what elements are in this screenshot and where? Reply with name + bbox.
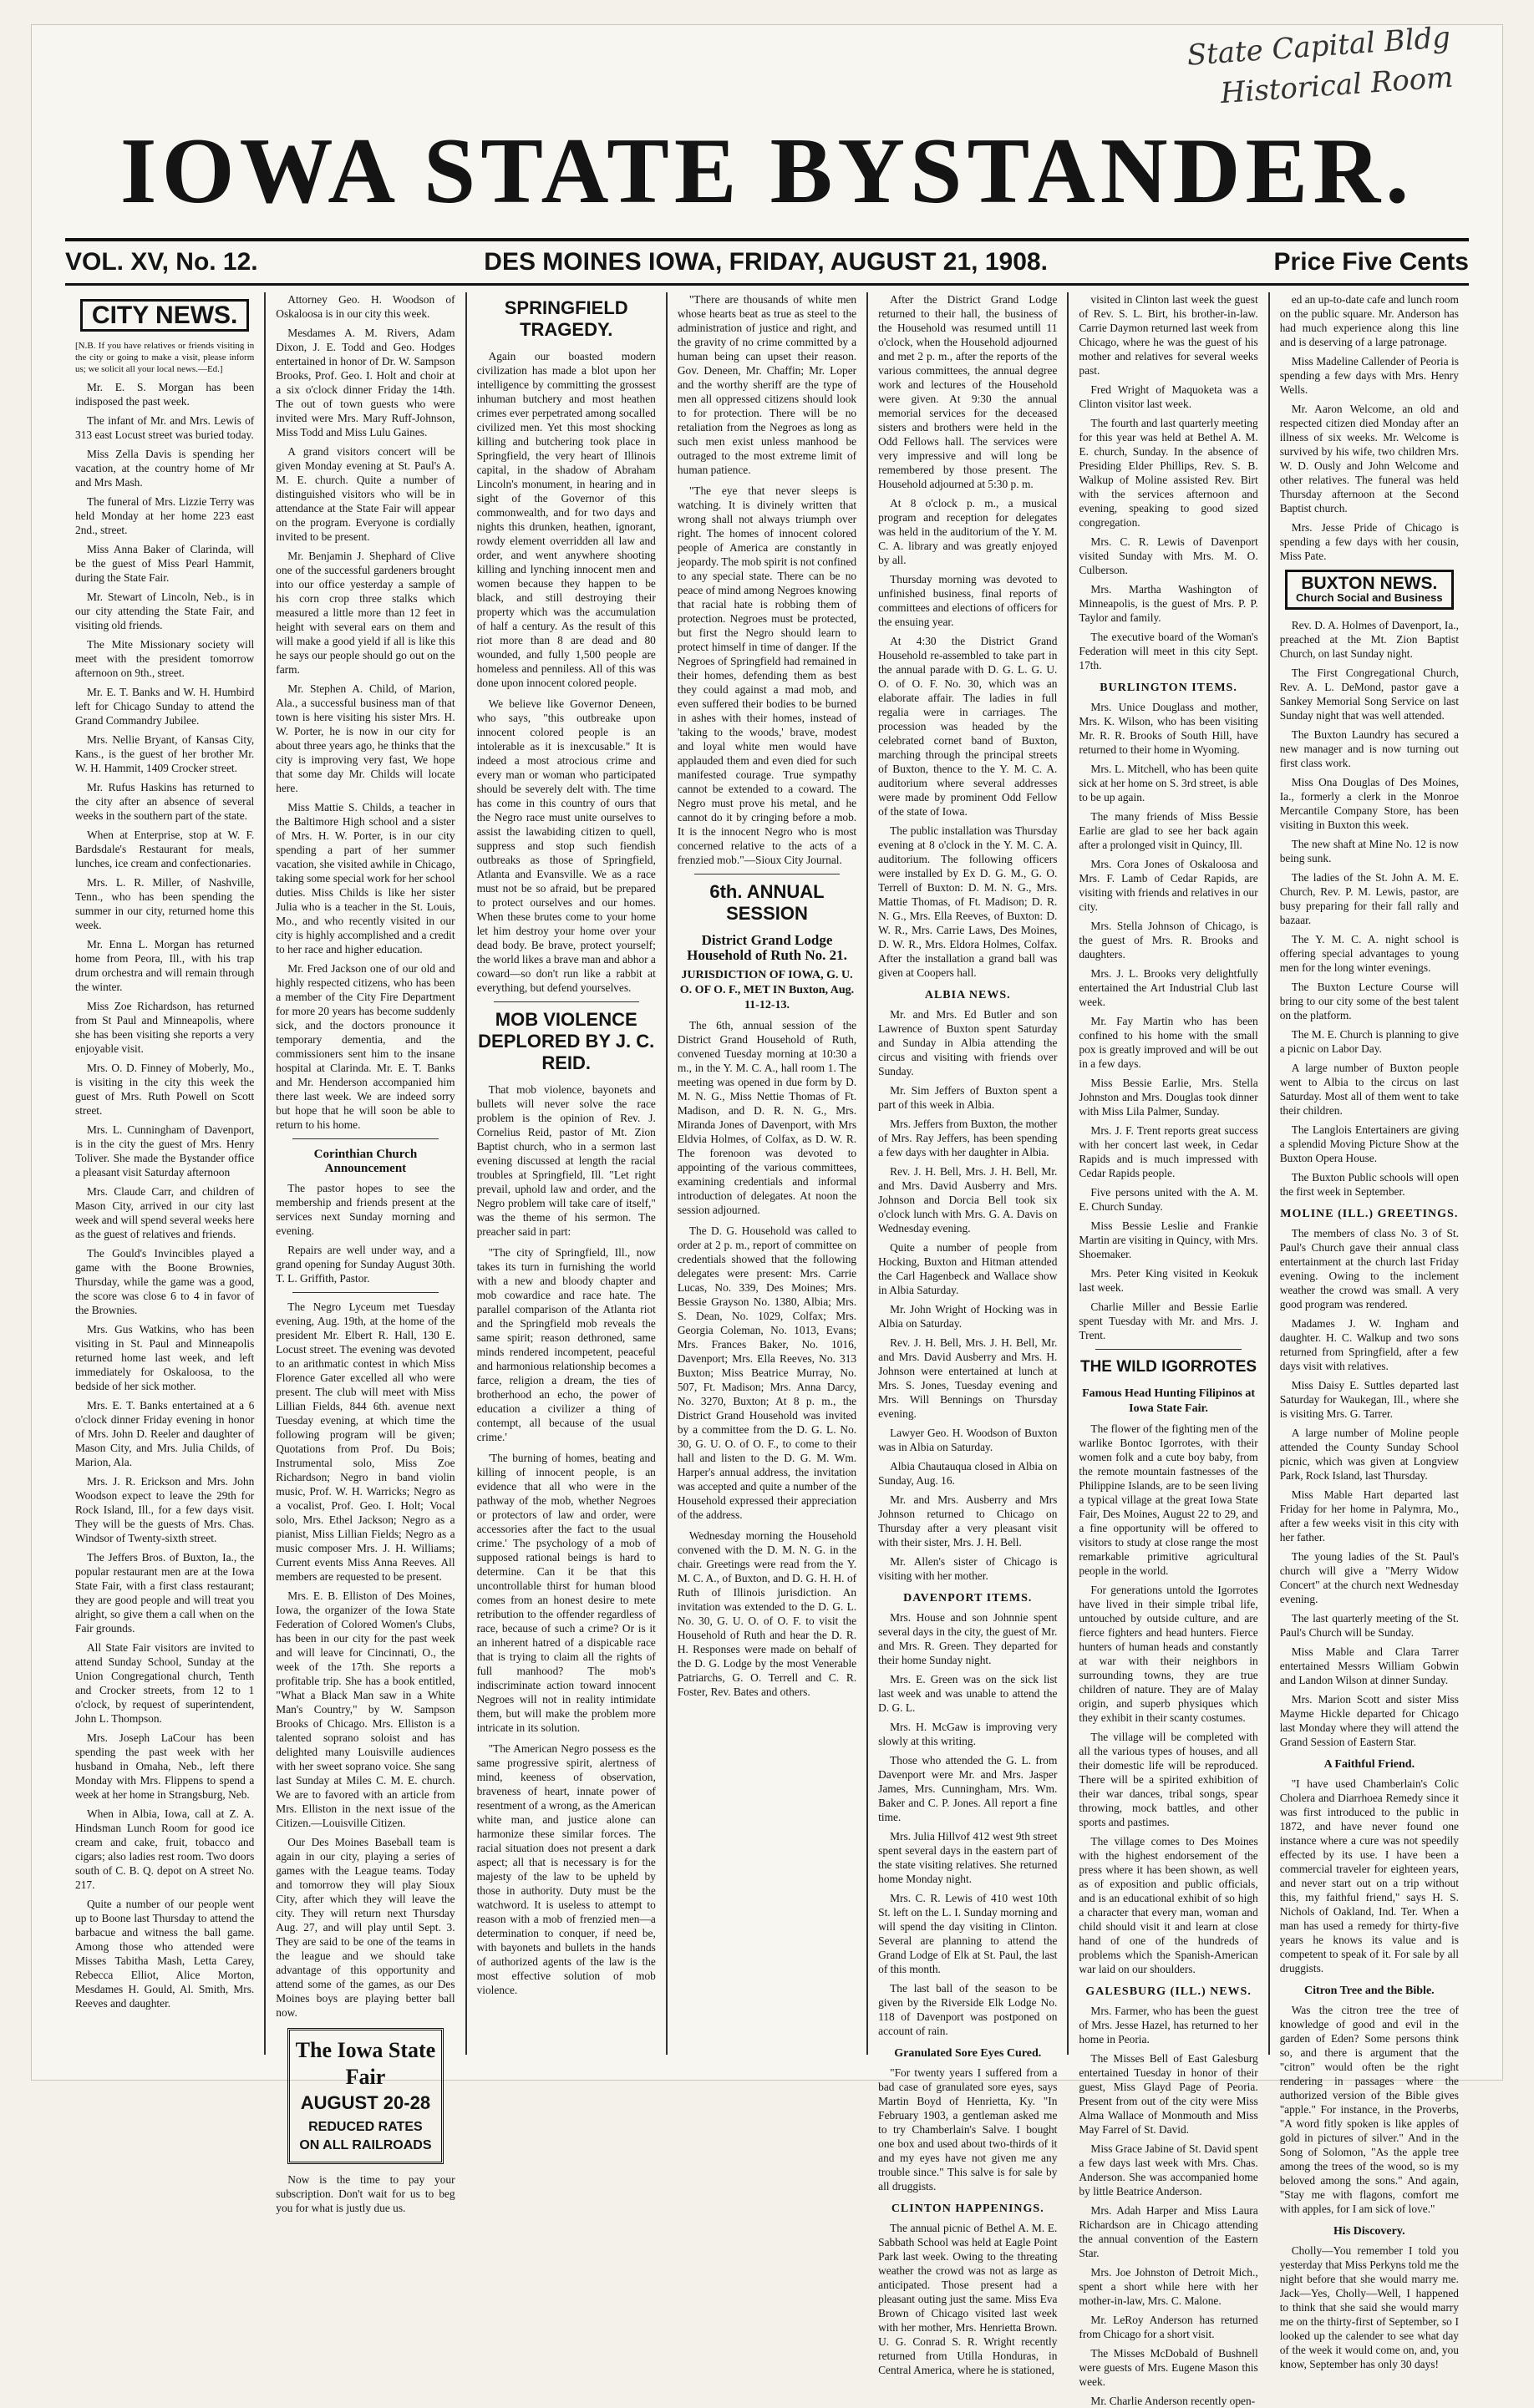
price: Price Five Cents <box>1273 248 1469 276</box>
advertisement-text: "I have used Chamberlain's Colic Cholera and Diarrhoea Remedy since it was first introduced to the public in 1872, and have never found one instance where a cure was not speedily effected by its use. I have been a commercial traveler for eighteen years, and never start out on a trip without this, my faithful friend," says H. S. Nichols of Oakland, Ind. Ter. When a man has used a remedy for thirty-five years he knows its value and is competent to speak of it. For sale by all druggists. <box>1279 1777 1459 1975</box>
editor-note: [N.B. If you have relatives or friends visiting in the city or going to make a visit, please inform us; we solicit all your local news.—Ed.] <box>75 341 255 374</box>
news-item: Miss Grace Jabine of St. David spent a few days last week with Mrs. Chas. Anderson. She was accompanied home by little Beatrice Anderson. <box>1079 2142 1258 2198</box>
news-item: The last quarterly meeting of the St. Paul's Church will be Sunday. <box>1279 1612 1459 1639</box>
news-item: Miss Ona Douglas of Des Moines, Ia., formerly a clerk in the Monroe Mercantile Company Store, has been visiting in Buxton this week. <box>1279 776 1459 831</box>
news-item: Mrs. Joseph LaCour has been spending the past week with her husband in Omaha, Neb., left there Monday with Mrs. Flippens to spend a week at her home in Strangsburg, Neb. <box>75 1731 255 1801</box>
faithful-friend-heading: A Faithful Friend. <box>1323 1758 1415 1771</box>
news-item: Mr. Charlie Anderson recently open- <box>1090 2395 1256 2407</box>
article-paragraph: The public installation was Thursday evening at 8 o'clock in the Y. M. C. A. auditorium. The following officers were installed by Ex D. G. M., G. O. Terrell of Buxton: D. M. N. G., Mrs. Mattie Thomas, of Ft. Madison; D. R. N. G., Mrs. Ella Reeves, of Buxton: D. W. R., Mrs. Carrie Laws, Des Moines, D. W. R., Mrs. Eldora Holmes, Colfax. After the installation a grand ball was given at Coopers hall. <box>878 824 1058 979</box>
news-item: Mr. Rufus Haskins has returned to the city after an absence of several weeks in the southern part of the state. <box>75 781 255 822</box>
news-item: Mr. and Mrs. Ed Butler and son Lawrence of Buxton spent Saturday and Sunday in Albia attending the circus and visiting with friends over Sunday. <box>878 1008 1058 1077</box>
news-item: The funeral of Mrs. Lizzie Terry was held Monday at her home 223 east 2nd., street. <box>75 495 255 536</box>
columns-container <box>65 292 1469 2407</box>
news-item: Rev. J. H. Bell, Mrs. J. H. Bell, Mr. and Mrs. David Ausberry and Mrs. H. Johnson were entertained at lunch at Mrs. S. Jones, Tuesday evening and Mrs. Will Bennings on Thursday evening. <box>878 1336 1058 1420</box>
news-item: Mrs. L. Mitchell, who has been quite sick at her home on S. 3rd street, is able to be up again. <box>1079 763 1258 804</box>
article-paragraph: The D. G. Household was called to order at 2 p. m., report of committee on credentials showed that the following delegates were present: Mrs. Carrie Lucas, No. 339, Des Moines; Mrs. Bessie Grayson No. 1380, Albia; Mrs. S. Dean, No. 1029, Colfax; Mrs. Georgia Coleman, No. 1013, Evans; Mrs. Frances Baker, No. 1016, Davenport; Mrs. Ella Reeves, No. 313 Buxton; Miss Beatrice Murray, No. 507, Ft. Madison; Mrs. Anna Darcy, No. 3270, Buxton; At 8 p. m., the District Grand Household was invited by a committee from the D. G. L. No. 30, G. U. O. of O. F., to come to their hall and listen to the D. G. M. Wm. Harper's annual address, the invitation was accepted and quite a number of the Household expressed their appreciation of the address. <box>677 1224 857 1521</box>
news-item: Mrs. Joe Johnston of Detroit Mich., spent a short while here with her mother-in-law, Mrs. C. Malone. <box>1079 2266 1258 2307</box>
fair-ad-dates: AUGUST 20-28 <box>300 2092 431 2113</box>
news-item: Those who attended the G. L. from Davenport were Mr. and Mrs. Jasper James, Mrs. Cunningham, Mrs. Wm. Baker and C. P. Jones. All report a fine time. <box>878 1754 1058 1823</box>
news-item: Miss Zoe Richardson, has returned from St Paul and Minneapolis, where she has been visiting she reports a very enjoyable visit. <box>75 1000 255 1055</box>
news-item: The Langlois Entertainers are giving a splendid Moving Picture Show at the Buxton Opera House. <box>1279 1123 1459 1164</box>
column-3 <box>467 292 668 2055</box>
news-item: Mr. Aaron Welcome, an old and respected citizen died Monday after an illness of six weeks. Mr. Welcome is survived by his wife, two children Mrs. W. D. Ously and John Welcome and other relatives. The funeral was held Thursday afternoon at the Second Baptist church. <box>1279 403 1459 515</box>
news-item: All State Fair visitors are invited to attend Sunday School, Sunday at the Union Congregational church, Tenth and Crocker streets, from 12 to 1 o'clock, by request of superintendent, John L. Thompson. <box>75 1641 255 1725</box>
news-item: Mrs. L. Cunningham of Davenport, is in the city the guest of Mrs. Henry Toliver. She made the Bystander office a pleasant visit Saturday afternoon <box>75 1123 255 1179</box>
article-paragraph: The village will be completed with all the various types of houses, and all their domestic life will be reproduced. There will be a spirited exhibition of their war dances, tribal songs, spear throwing, mock battles, and other sports and pastimes. <box>1079 1731 1258 1828</box>
news-item: Mrs. H. McGaw is improving very slowly at this writing. <box>878 1721 1058 1747</box>
news-item: A large number of Buxton people went to Albia to the circus on last Saturday. Most all of them went to take their children. <box>1279 1062 1459 1117</box>
news-item: Mrs. Martha Washington of Minneapolis, is the guest of Mrs. P. P. Taylor and family. <box>1079 583 1258 624</box>
city-news-heading: CITY NEWS. <box>80 299 249 332</box>
column-1 <box>65 292 266 2055</box>
column-5 <box>868 292 1069 2376</box>
news-item: The new shaft at Mine No. 12 is now being sunk. <box>1279 838 1459 864</box>
news-item: When in Albia, Iowa, call at Z. A. Hindsman Lunch Room for good ice cream and cake, fruit, tobacco and cigars; also ladies rest room. Two doors south of C. B. Q. depot on A street No. 217. <box>75 1807 255 1891</box>
news-item: Mrs. J. R. Erickson and Mrs. John Woodson expect to leave the 29th for Rock Island, Ill., for a few days visit. They will be the guests of Mrs. Chas. Windsor of Twenty-sixth street. <box>75 1475 255 1544</box>
news-item: Mrs. Unice Douglass and mother, Mrs. K. Wilson, who has been visiting Mr. R. R. Brooks of South Hill, have returned to their home in Wyoming. <box>1079 701 1258 756</box>
news-item: Mrs. C. R. Lewis of Davenport visited Sunday with Mrs. M. O. Culberson. <box>1079 535 1258 576</box>
fair-ad-title: The Iowa State Fair <box>295 2038 436 2089</box>
news-item: Attorney Geo. H. Woodson of Oskaloosa is in our city this week. <box>276 293 455 320</box>
news-item: Fred Wright of Maquoketa was a Clinton visitor last week. <box>1079 383 1258 410</box>
news-item: The members of class No. 3 of St. Paul's Church gave their annual class entertainment at the church last Friday evening. Owing to the inclement weather the crowd was small. A very good program was rendered. <box>1279 1227 1459 1310</box>
news-item: Mrs. House and son Johnnie spent several days in the city, the guest of Mr. and Mrs. R. Green. They departed for their home Sunday night. <box>878 1611 1058 1666</box>
annual-session-headline: 6th. ANNUAL SESSION <box>709 881 825 924</box>
news-item: The Buxton Laundry has secured a new manager and is now turning out first class work. <box>1279 728 1459 769</box>
news-item: The Y. M. C. A. night school is offering special advantages to young men for the long winter evenings. <box>1279 933 1459 974</box>
news-item: The young ladies of the St. Paul's church will give a "Merry Widow Concert" at the church next Wednesday evening. <box>1279 1550 1459 1605</box>
sore-eyes-heading: Granulated Sore Eyes Cured. <box>894 2047 1042 2060</box>
article-paragraph: Cholly—You remember I told you yesterday that Miss Perkyns told me the night before that she would marry me. Jack—Yes, Cholly—Well, I happened to think that she said she would marry me on the thirty-first of September, so I looked up the calender to see what day of the week it would come on, and, you know, September has only 30 days! <box>1279 2244 1459 2370</box>
news-item: Mr. Enna L. Morgan has returned home from Peora, Ill., with his trap drum orchestra and will remain through the winter. <box>75 938 255 993</box>
article-paragraph: At 4:30 the District Grand Household re-assembled to take part in the annual parade with D. G. L. G. U. O. of O. F. No. 30, which was an elaborate affair. The ladies in full regalia were in carriages. The procession was headed by the celebrated cornet band of Buxton, marching through the principal streets of Buxton, thence to the Y. M. C. A. auditorium where several addresses were made by prominent Odd Fellow of the state of Iowa. <box>878 635 1058 818</box>
news-item: Miss Mable Hart departed last Friday for her home in Palymra, Mo., after a few weeks visit in this city with her father. <box>1279 1488 1459 1544</box>
article-paragraph: "The American Negro possess es the same progressive spirit, alertness of mind, keeness of observation, braveness of heart, innate power of resentment of a wrong, as the American white man, and justice alone can harmonize these similar forces. The racial situation does not present a dark aspect; all that is necessary is for the majesty of the law to be upheld by those in authority. Duty must be the watchword. It is useless to attempt to reason with a mob of frenzied men—a determination to conquer, if need be, with bayonets and bullets in the hands of authorized agents of the law is the most effective solution of mob violence. <box>476 1742 656 1996</box>
news-item: Mrs. Claude Carr, and children of Mason City, arrived in our city last week and will spend several weeks here as the guest of relatives and friends. <box>75 1185 255 1240</box>
news-item: The Misses Bell of East Galesburg entertained Tuesday in honor of their guest, Miss Glayd Page of Peoria. Present from out of the city were Miss Alma Wallace of Monmouth and Miss May Farrel of St. David. <box>1079 2052 1258 2136</box>
news-item: The fourth and last quarterly meeting for this year was held at Bethel A. M. E. church, Sunday. In the absence of Presiding Elder Phillips, Rev. S. B. Walkup of Moline assisted Rev. Birt with the services afternoon and evening, speaking to good sized congregation. <box>1079 417 1258 529</box>
news-item: Charlie Miller and Bessie Earlie spent Tuesday with Mr. and Mrs. J. Trent. <box>1079 1300 1258 1341</box>
news-item: Mr. Sim Jeffers of Buxton spent a part of this week in Albia. <box>878 1084 1058 1111</box>
news-item: Rev. D. A. Holmes of Davenport, Ia., preached at the Mt. Zion Baptist Church, on last Sunday night. <box>1279 619 1459 660</box>
news-item: Mrs. E. B. Elliston of Des Moines, Iowa, the organizer of the Iowa State Federation of Colored Women's Clubs, has been in our city for the past week and will leave for Cincinnati, O., the week of the 17th. She reports a profitable trip. She has a book entitled, "What a Black Man saw in a White Man's Country," by W. Sampson Brooks of Chicago. Mrs. Elliston is a talented soprano soloist and has delighted many Louisville audiences with her sweet soprano voice. She sang last Sunday at Miles C. M. E. church. We are to favored with an article from Mrs. Elliston in the next issue of the Citizen.—Louisville Citizen. <box>276 1589 455 1829</box>
news-item: Mr. Allen's sister of Chicago is visiting with her mother. <box>878 1555 1058 1582</box>
handwritten-line-1: State Capital Bldg <box>1186 20 1452 73</box>
news-item: Mrs. Stella Johnson of Chicago, is the guest of Mrs. R. Brooks and daughters. <box>1079 920 1258 961</box>
news-item: Mr. Benjamin J. Shephard of Clive one of the successful gardeners brought into our office yesterday a sample of his corn crop three stalks which measured a little more than 12 feet in height with several ears on them and will make a good yield if all is like this he says our people should go out on the farm. <box>276 550 455 676</box>
advertisement-text: "For twenty years I suffered from a bad case of granulated sore eyes, says Martin Boyd of Henrietta, Ky. "In February 1903, a gentleman asked me to try Chamberlain's Salve. I bought one box and used about two-thirds of it and my eyes have not given me any trouble since." This salve is for sale by all druggists. <box>878 2066 1058 2193</box>
handwritten-annotation <box>1132 18 1455 119</box>
news-item: Lawyer Geo. H. Woodson of Buxton was in Albia on Saturday. <box>878 1427 1058 1453</box>
column-6 <box>1069 292 1269 2407</box>
news-item: The last ball of the season to be given by the Riverside Elk Lodge No. 118 of Davenport was postponed on account of rain. <box>878 1982 1058 2037</box>
divider <box>1095 1349 1241 1350</box>
article-paragraph: The 6th, annual session of the District Grand Household of Ruth, convened Tuesday morning at 10:30 a m., in the Y. M. C. A., hall room 1. The meeting was opened in due form by D. M. N. G., Miss Nettie Thomas of Ft. Madison, and D. R. N. G., Mrs. Miranda Jones of Davenport, with Mrs Eldvia Holmes, of Colfax, as D. W. R. The forenoon was devoted to appointing of the various committees, examining credentials and informal introduction of delegates. At noon the session adjourned. <box>677 1019 857 1216</box>
volume-number: VOL. XV, No. 12. <box>65 248 258 276</box>
news-item: Mrs. Gus Watkins, who has been visiting in St. Paul and Minneapolis returned home last week, and left immediately for Oskaloosa, to the bedside of her sick mother. <box>75 1323 255 1392</box>
news-item: Mesdames A. M. Rivers, Adam Dixon, J. E. Todd and Geo. Hodges entertained in honor of Dr. W. Sampson Brooks, Prof. Geo. I. Holt and choir at a six o'clock dinner Friday the 14th. The out of town guests who were invited were Mrs. Mary Ruff-Johnson, Miss Todd and Miss Lulu Gaines. <box>276 327 455 439</box>
buxton-news-subtitle: Church Social and Business <box>1296 591 1443 604</box>
news-item: visited in Clinton last week the guest of Rev. S. L. Birt, his brother-in-law. Carrie Daymon returned last week from Chicago, where he was the guest of his mother and relatives for several weeks past. <box>1079 293 1258 377</box>
moline-greetings-heading: MOLINE (ILL.) GREETINGS. <box>1280 1208 1459 1220</box>
news-item: The M. E. Church is planning to give a picnic on Labor Day. <box>1279 1028 1459 1055</box>
article-paragraph: For generations untold the Igorrotes have lived in their simple tribal life, untouched by outside culture, and are fierce fighters and head hunters. Fierce hunters of human heads and constantly at war with their neighbors in surrounding towns, they are true children of nature. They are of Malay origin, and superb physiques which they exhibit in their scanty costumes. <box>1079 1584 1258 1724</box>
news-item: Five persons united with the A. M. E. Church Sunday. <box>1079 1186 1258 1213</box>
article-paragraph: The flower of the fighting men of the warlike Bontoc Igorrotes, with their women folk and a cute boy baby, from the remote mountain fastnesses of the Philippine Islands, are to be seen living a typical village at the great Iowa State Fair, Des Moines, August 22 to 29, and a fine opportunity will be offered to visitors to study at close range the most remarkable primitive agricultural people in the world. <box>1079 1422 1258 1577</box>
albia-news-heading: ALBIA NEWS. <box>924 989 1011 1001</box>
news-item: Miss Anna Baker of Clarinda, will be the guest of Miss Pearl Hammit, during the State Fair. <box>75 543 255 584</box>
news-item: When at Enterprise, stop at W. F. Bardsdale's Restaurant for meals, lunches, ice cream and confectionaries. <box>75 829 255 869</box>
article-paragraph: At 8 o'clock p. m., a musical program and reception for delegates was held in the auditorium of the Y. M. C. A. library and was greatly enjoyed by all. <box>878 497 1058 566</box>
news-item: Miss Zella Davis is spending her vacation, at the country home of Mr and Mrs Mash. <box>75 448 255 489</box>
article-paragraph: After the District Grand Lodge returned to their hall, the business of the Household was resumed untill 11 o'clock, when the Household adjourned and met 2 p. m., after the reports of the various committees, the annual degree work and lectures of the Household were given. At 9:30 the annual memorial services for the deceased sisters and brothers were held in the Odd Fellows hall. The services were very impressive and will long be remembered by those present. The Household adjourned at 5:30 p. m. <box>878 293 1058 490</box>
news-item: Miss Mable and Clara Tarrer entertained Messrs William Gobwin and Landon Wilson at dinner Sunday. <box>1279 1645 1459 1686</box>
news-item: The annual picnic of Bethel A. M. E. Sabbath School was held at Eagle Point Park last week. Owing to the threating weather the crowd was not as large as anticipated. Those present had a pleasant outing just the same. Miss Eva Brown of Chicago visited last week with her mother, Mrs. Henrietta Brown. U. G. Conrad S. R. Wright recently returned from Utilla Honduras, in Central America, where he is stationed, <box>878 2222 1058 2376</box>
news-item: Mr. E. T. Banks and W. H. Humbird left for Chicago Sunday to attend the Grand Commandry Jubilee. <box>75 686 255 727</box>
masthead-title: IOWA STATE BYSTANDER. <box>119 119 1415 223</box>
fair-ad-rates-line-2: ON ALL RAILROADS <box>299 2138 432 2152</box>
divider <box>292 1138 438 1139</box>
springfield-tragedy-headline: SPRINGFIELD TRAGEDY. <box>504 297 628 340</box>
article-paragraph: "The eye that never sleeps is watching. It is divinely written that wrong shall not always triumph over right. The homes of innocent colored people of America are constantly in jeopardy. The mob spirit is not confined to any special state. There can be no peace of mind among Negroes knowing that racial hate is robbing them of protection. Negroes must be protected, but first the Negro should learn to protect himself in time of danger. If the Negroes of Springfield had remained in their homes, defending them as best they could against a mad mob, and even suffered their bodies to be burned in ashes with their homes, instead of 'taking to the woods,' brave, modest and loyal white men would have applauded them and even died for such manifested courage. True sympathy cannot be extended to a coward. The Negro must prove his metal, and he cannot do it by cringing before a mob. It is the innocent Negro who is most concerned relative to the acts of a frenzied mob."—Sioux City Journal. <box>677 484 857 866</box>
news-item: The Mite Missionary society will meet with the president tomorrow afternoon on 9th., street. <box>75 638 255 679</box>
state-fair-advertisement <box>287 2028 443 2164</box>
news-item: Mrs. Jeffers from Buxton, the mother of Mrs. Ray Jeffers, has been spending a few days with her daughter in Albia. <box>878 1118 1058 1158</box>
news-item: Mrs. J. L. Brooks very delightfully entertained the Art Industrial Club last week. <box>1079 967 1258 1008</box>
article-paragraph: Thursday morning was devoted to unfinished business, final reports of committees and elections of officers for the ensuing year. <box>878 573 1058 628</box>
place-and-date: DES MOINES IOWA, FRIDAY, AUGUST 21, 1908. <box>484 248 1048 276</box>
burlington-items-heading: BURLINGTON ITEMS. <box>1100 682 1237 694</box>
divider <box>292 1292 438 1293</box>
divider <box>494 1001 639 1002</box>
news-item: Our Des Moines Baseball team is again in our city, playing a series of games with the League teams. Today and tomorrow they will play Sioux City, after which they will leave the city. They will return next Thursday Aug. 27, and will play until Sept. 3. They are said to be one of the teams in the league and we should take advantage of this opportunity and attend some of the games, as our Des Moines boys are playing better ball now. <box>276 1836 455 2019</box>
news-item: Mrs. Adah Harper and Miss Laura Richardson are in Chicago attending the annual convention of the Eastern Star. <box>1079 2204 1258 2259</box>
news-item: The Buxton Lecture Course will bring to our city some of the best talent on the platform. <box>1279 981 1459 1021</box>
news-item: The ladies of the St. John A. M. E. Church, Rev. P. M. Lewis, pastor, are busy preparing for their fall rally and bazaar. <box>1279 871 1459 926</box>
news-item: ed an up-to-date cafe and lunch room on the public square. Mr. Anderson has had much experience along this line and is deserving of a large patronage. <box>1279 293 1459 348</box>
column-7 <box>1270 292 1469 2370</box>
news-item: The Gould's Invincibles played a game with the Boone Brownies, Thursday, while the game was a good, the score was close 6 to 4 in favor of the Brownies. <box>75 1247 255 1316</box>
fair-ad-rates-line-1: REDUCED RATES <box>308 2120 423 2134</box>
news-item: Miss Mattie S. Childs, a teacher in the Baltimore High school and a sister of Mrs. H. W. Porter, is in our city spending a part of her summer vacation, she visited awhile in Chicago, taking some special work for her school duties. Miss Childs is like her sister Julia who is a teacher in the St. Louis, Mo., and who recently visited in our city is highly accomplished and a credit to her race and higher education. <box>276 801 455 956</box>
news-item: The Misses McDobald of Bushnell were guests of Mrs. Eugene Mason this week. <box>1079 2347 1258 2388</box>
news-item: Mrs. Marion Scott and sister Miss Mayme Hickle departed for Chicago last Monday where they will attend the Grand Session of Eastern Star. <box>1279 1693 1459 1748</box>
news-item: A grand visitors concert will be given Monday evening at St. Paul's A. M. E. church. Quite a number of distinguished visitors who will be in attendance at the State Fair will appear on the program. Everyone is cordially invited to be present. <box>276 445 455 543</box>
news-item: Miss Madeline Callender of Peoria is spending a few days with Mrs. Henry Wells. <box>1279 355 1459 396</box>
news-item: The pastor hopes to see the membership and friends present at the services next Sunday morning and evening. <box>276 1182 455 1237</box>
galesburg-news-heading: GALESBURG (ILL.) NEWS. <box>1085 1985 1252 1998</box>
handwritten-line-2: Historical Room <box>1219 60 1455 111</box>
column-4 <box>668 292 868 2055</box>
news-item: Mr. Fred Jackson one of our old and highly respected citizens, who has been a member of the City Fire Department for more 20 years has become suddenly sick, and the doctors pronounce it temporary dementia, and the commissioners sent him to the insane hospital at Clarinda. Mr. E. T. Banks and Mr. Henderson accompanied him there last week. We are indeed sorry but hope that he will soon be able to return to his home. <box>276 962 455 1131</box>
news-item: The many friends of Miss Bessie Earlie are glad to see her back again after a prolonged visit in Quincy, Ill. <box>1079 810 1258 851</box>
article-paragraph: 'The burning of homes, beating and killing of innocent people, is an evidence that all who were in the pathway of the mob, whether Negroes or protectors of law and order, were accessories after the fact to the usual crime.' The psychology of a mob of supposed rational beings is hard to determine. Can it be that this uncontrollable thirst for human blood comes from an honest desire to mete retribution to the offender regardless of race, because of such a crime? Or is it an inherent hatred of a dispicable race that is trying to claim all the rights of full manhood? The mob's indiscriminate action toward innocent Negroes will not in reality intimidate them, but will make the problem more intricate in its solution. <box>476 1452 656 1734</box>
news-item: Mrs. L. R. Miller, of Nashville, Tenn., who has been spending the summer in our city, returned home this week. <box>75 876 255 931</box>
mob-violence-headline: MOB VIOLENCE DEPLORED BY J. C. REID. <box>478 1009 655 1073</box>
buxton-news-title: BUXTON NEWS. <box>1301 574 1438 593</box>
subscription-notice: Now is the time to pay your subscription. Don't wait for us to beg you for what is justly due us. <box>276 2173 455 2214</box>
buxton-news-heading <box>1285 570 1454 610</box>
news-item: Mrs. Farmer, who has been the guest of Mrs. Jesse Hazel, has returned to her home in Peoria. <box>1079 2005 1258 2046</box>
article-paragraph: Wednesday morning the Household convened with the D. M. N. G. in the chair. Greetings were read from the Y. M. C. A., of Buxton, and D. G. H. H. of Ruth of Illinois jurisdiction. An invitation was extended to the D. G. L. No. 30, G. U. O. of O. F. to visit the Household of Ruth and hear the D. R. H. Responses were made on behalf of the D. G. Lodge by the most Venerable Patriarchs, G. O. Terrell and C. R. Foster, Rev. Bates and others. <box>677 1529 857 1698</box>
dateline-bar <box>65 238 1469 286</box>
davenport-items-heading: DAVENPORT ITEMS. <box>903 1592 1033 1604</box>
news-item: The First Congregational Church, Rev. A. L. DeMond, pastor gave a Sankey Memorial Song Service on last Sunday night that was well attended. <box>1279 667 1459 722</box>
news-item: Repairs are well under way, and a grand opening for Sunday August 30th. T. L. Griffith, Pastor. <box>276 1244 455 1285</box>
news-item: Miss Bessie Leslie and Frankie Martin are visiting in Quincy, with Mrs. Shoemaker. <box>1079 1219 1258 1260</box>
news-item: Mr. LeRoy Anderson has returned from Chicago for a short visit. <box>1079 2314 1258 2340</box>
news-item: Rev. J. H. Bell, Mrs. J. H. Bell, Mr. and Mrs. David Ausberry and Mrs. Johnson and Dorcia Bell took six o'clock lunch with Mrs. G. A. Davis on Wednesday evening. <box>878 1165 1058 1234</box>
article-paragraph: "There are thousands of white men whose hearts beat as true as steel to the administration of justice and right, and the gravity of no crime committed by a human being can upset their reason. Gov. Deneen, Mr. Chaffin; Mr. Loper and the worthy sheriff are the type of men all oppressed citizens should look to for protection. There will be no retaliation from the Negroes as long as such men exist unless manhood be outraged to the most extreme limit of human patience. <box>677 293 857 476</box>
news-item: Mrs. O. D. Finney of Moberly, Mo., is visiting in the city this week the guest of Mrs. Ruth Powell on Scott street. <box>75 1062 255 1117</box>
news-item: Albia Chautauqua closed in Albia on Sunday, Aug. 16. <box>878 1460 1058 1487</box>
news-item: Mr. Fay Martin who has been confined to his home with the small pox is greatly improved and will be out in a few days. <box>1079 1015 1258 1070</box>
news-item: Madames J. W. Ingham and daughter. H. C. Walkup and two sons returned from Springfield, after a few days visit with relatives. <box>1279 1317 1459 1372</box>
wild-igorrotes-headline: THE WILD IGORROTES <box>1079 1358 1257 1376</box>
news-item: Miss Daisy E. Suttles departed last Saturday for Waukegan, Ill., where she is visiting Mrs. G. Tarrer. <box>1279 1379 1459 1420</box>
article-paragraph: Again our boasted modern civilization has made a blot upon her intelligence by committing the grossest inhuman butchery and most heathen crimes ever perpetrated among socalled civilized men. Yet this most shocking killing and butchering took place in Springfield, the very heart of Illinois capital, in the shadow of Abraham Lincoln's monument, in hearing and in sight of the Governor of this commonwealth, and for two days and nights this drunken, heathen, ignorant, rowdy element overridden all law and order, and went anywhere shooting killing and lynching innocent men and women because they happen to be black, and still destroying their property which was the accumulation of half a century. As the result of this riot more than 8 are dead and 80 wounded, and fully 1,500 people are homeless and penniless. All of this was done upon innocent colored people. <box>476 350 656 689</box>
news-item: Mr. E. S. Morgan has been indisposed the past week. <box>75 381 255 408</box>
column-2 <box>266 292 466 2214</box>
news-item: Mr. John Wright of Hocking was in Albia on Saturday. <box>878 1303 1058 1330</box>
household-of-ruth-deck: District Grand Lodge Household of Ruth No. 21. <box>687 932 847 963</box>
news-item: The infant of Mr. and Mrs. Lewis of 313 east Locust street was buried today. <box>75 414 255 441</box>
news-item: A large number of Moline people attended the County Sunday School picnic, which was given at Longview Park, Rock Island, last Thursday. <box>1279 1427 1459 1482</box>
article-paragraph: The village comes to Des Moines with the highest endorsement of the press where it has been shown, as well as of exposition and public officials, and is an educational exhibit of so high a character that every man, woman and child should visit it and learn at close hand of one of the hundreds of problems which the Spanish-American war laid on our shoulders. <box>1079 1835 1258 1975</box>
article-paragraph: Was the citron tree the tree of knowledge of good and evil in the garden of Eden? Some persons think so, and there is argument that the "citron" would often be the right rendering in passages where the authorized version of the Bible gives "apple." For instance, in the Proverbs, "A word fitly spoken is like apples of gold in pictures of silver." And in the Song of Solomon, "As the apple tree among the trees of the wood, so is my beloved among the sons." And again, "Stay me with flagons, comfort me with apples, for I am sick of love." <box>1279 2004 1459 2215</box>
news-item: Mrs. Peter King visited in Keokuk last week. <box>1079 1267 1258 1294</box>
news-item: The Jeffers Bros. of Buxton, Ia., the popular restaurant men are at the Iowa State Fair, with a first class restaurant; they are good people and will treat you alright, so give them a call when on the Fair grounds. <box>75 1551 255 1635</box>
news-item: Mrs. C. R. Lewis of 410 west 10th St. left on the L. I. Sunday morning and will spend the day visiting in Clinton. Several are planning to attend the Grand Lodge of Elk at St. Paul, the last of this month. <box>878 1892 1058 1975</box>
newspaper-page <box>32 20 1502 2407</box>
jurisdiction-deck: JURISDICTION OF IOWA, G. U. O. OF O. F., MET IN Buxton, Aug. 11-12-13. <box>679 969 855 1011</box>
church-announcement-heading: Corinthian Church Announcement <box>313 1148 418 1175</box>
igorrotes-deck: Famous Head Hunting Filipinos at Iowa State Fair. <box>1082 1387 1256 1415</box>
article-paragraph: We believe like Governor Deneen, who says, "this outbreake upon innocent colored people is an intolerable as it is inexcusable." It is indeed a most atrocious crime and every man or woman who participated should be severely delt with. The time has come in this country of ours that the Negro race must unite ourselves to assist the lawabiding citizen to quell, suppress and stop such fiendish outbreaks as those of Springfield, Atlanta and Evansville. We as a race must not be so afraid, but be prepared to protect ourselves and our homes. When these brutes come to your home let him destroy your home over your dead body. Be brave, protect yourself; the world likes a brave man and abhor a coward—so don't run like a rabbit at everything, but defend yourselves. <box>476 697 656 994</box>
news-item: Mrs. Jesse Pride of Chicago is spending a few days with her cousin, Miss Pate. <box>1279 521 1459 562</box>
news-item: Miss Bessie Earlie, Mrs. Stella Johnston and Mrs. Douglas took dinner with Miss Lila Palmer, Sunday. <box>1079 1077 1258 1118</box>
article-paragraph: "The city of Springfield, Ill., now takes its turn in furnishing the world with a new and bloody chapter and mob cowardice and race hate. The parallel comparison of the Atlanta riot and the Springfield mob reveals the same spirit; reason dethroned, same minds rendered incompetent, peaceful and harmonious relationship becomes a farce, religion a dream, the ties of brotherhood an echo, the power of education a civilizer a thing of contempt, all because of the usual crime.' <box>476 1246 656 1443</box>
clinton-happenings-heading: CLINTON HAPPENINGS. <box>891 2203 1044 2215</box>
news-item: The executive board of the Woman's Federation will meet in this city Sept. 17th. <box>1079 631 1258 672</box>
news-item: Mr. and Mrs. Ausberry and Mrs Johnson returned to Chicago on Thursday after a very pleasant visit with their sister, Mrs. J. H. Bell. <box>878 1493 1058 1549</box>
news-item: The Negro Lyceum met Tuesday evening, Aug. 19th, at the home of the president Mr. Elbert R. Hall, 130 E. Locust street. The evening was devoted to an arithmatic contest in which Miss Florence Gater excelled all who were present. The club will meet with Miss Lillian Fields, 844 6th. avenue next Tuesday evening, at which time the following program will be given; Quotations from Prof. Du Bois; Instrumental solo, Miss Zoe Richardson; Negro in band violin music, Prof. W. H. Warricks; Negro as a vocalist, Prof. Geo. I. Holt; Vocal solo, Mrs. Ethel Jackson; Negro as a pianist, Miss Lillian Fields; Negro as a music composer Mrs. J. H. Williams; Current events Miss Anna Reeves. All members are requested to be present. <box>276 1300 455 1583</box>
news-item: Mrs. Nellie Bryant, of Kansas City, Kans., is the guest of her brother Mr. W. H. Hammit, 1409 Crocker street. <box>75 733 255 774</box>
citron-tree-heading: Citron Tree and the Bible. <box>1303 1985 1435 1997</box>
his-discovery-heading: His Discovery. <box>1333 2225 1405 2238</box>
news-item: Mr. Stewart of Lincoln, Neb., is in our city attending the State Fair, and visiting old friends. <box>75 591 255 631</box>
news-item: Mr. Stephen A. Child, of Marion, Ala., a successful business man of that town is here visiting his sister Mrs. H. W. Porter, he is now in our city for about three years ago, he thinks that the city is improving very fast, We hope that some day Mr. Childs will locate here. <box>276 682 455 794</box>
article-paragraph: That mob violence, bayonets and bullets will never solve the race problem is the opinion of Rev. J. Cornelius Reid, pastor of Mt. Zion Baptist church, who in a sermon last evening discussed at length the racial troubles at Springfield, Ill. "Let right prevail, uphold law and order, and the Negro problem will take care of itself," was the theme of his sermon. The preacher said in part: <box>476 1083 656 1238</box>
news-item: Mrs. Julia Hillvof 412 west 9th street spent several days in the eastern part of the state visiting relatives. She returned home Monday night. <box>878 1830 1058 1885</box>
news-item: Quite a number of people from Hocking, Buxton and Hitman attended the Carl Hagenbeck and Wallace show in Albia Saturday. <box>878 1241 1058 1296</box>
news-item: Mrs. E. Green was on the sick list last week and was unable to attend the D. G. L. <box>878 1673 1058 1714</box>
news-item: Mrs. J. F. Trent reports great success with her concert last week, in Cedar Rapids and is much impressed with Cedar Rapids people. <box>1079 1124 1258 1179</box>
news-item: The Buxton Public schools will open the first week in September. <box>1279 1171 1459 1198</box>
news-item: Quite a number of our people went up to Boone last Thursday to attend the barbacue and witness the ball game. Among those who attended were Misses Tabitha Mash, Letta Carey, Rebecca Elliot, Alice Morton, Mesdames H. Gould, Al. Smith, Mrs. Reeves and daughter. <box>75 1898 255 2010</box>
news-item: Mrs. Cora Jones of Oskaloosa and Mrs. F. Lamb of Cedar Rapids, are visiting with friends and relatives in our city. <box>1079 858 1258 913</box>
city-news-items <box>75 380 254 2010</box>
news-item: Mrs. E. T. Banks entertained at a 6 o'clock dinner Friday evening in honor of Mrs. John D. Reeler and daughter of Mason City, and Mrs. Julia Childs, of Marion, Ala. <box>75 1399 255 1468</box>
